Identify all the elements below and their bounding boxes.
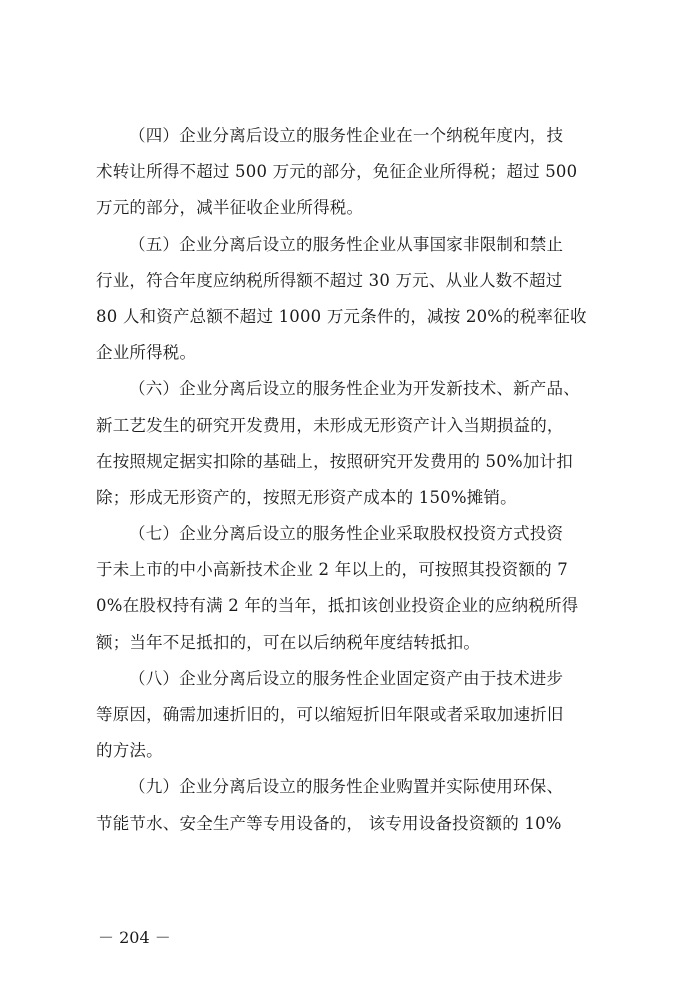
paragraph-line: 等原因，确需加速折旧的，可以缩短折旧年限或者采取加速折旧 [96,705,564,724]
paragraph-line: 额；当年不足抵扣的，可在以后纳税年度结转抵扣。 [96,632,481,652]
paragraph-6 [96,371,616,516]
paragraph-line: （九）企业分离后设立的服务性企业购置并实际使用环保、 [129,777,564,797]
paragraph-line: 术转让所得不超过 500 万元的部分，免征企业所得税；超过 500 [96,162,578,182]
paragraph-line: 行业，符合年度应纳税所得额不超过 30 万元、从业人数不超过 [96,270,563,290]
paragraph-line: （四）企业分离后设立的服务性企业在一个纳税年度内，技 [129,126,564,145]
paragraph-line: 在按照规定据实扣除的基础上，按照研究开发费用的 50%加计扣 [96,451,573,471]
paragraph-line: 新工艺发生的研究开发费用，未形成无形资产计入当期损益的， [96,415,564,435]
paragraph-4 [96,118,616,227]
paragraph-9 [96,769,616,841]
paragraph-line: （七）企业分离后设立的服务性企业采取股权投资方式投资 [129,524,564,544]
paragraph-7 [96,516,616,661]
body-text [96,118,616,842]
paragraph-5 [96,227,616,372]
paragraph-line: 于未上市的中小高新技术企业 2 年以上的，可按照其投资额的 7 [96,560,568,580]
paragraph-line: 节能节水、安全生产等专用设备的， 该专用设备投资额的 10% [96,813,562,833]
paragraph-line: 的方法。 [96,741,163,761]
paragraph-line: （八）企业分离后设立的服务性企业固定资产由于技术进步 [129,668,564,688]
paragraph-line: 80 人和资产总额不超过 1000 万元条件的，减按 20%的税率征收 [96,306,587,326]
paragraph-line: 企业所得税。 [96,343,197,363]
paragraph-line: （六）企业分离后设立的服务性企业为开发新技术、新产品、 [129,379,580,399]
paragraph-line: 除；形成无形资产的，按照无形资产成本的 150%摊销。 [96,487,517,507]
paragraph-8 [96,661,616,770]
paragraph-line: 0%在股权持有满 2 年的当年，抵扣该创业投资企业的应纳税所得 [96,596,579,616]
paragraph-line: 万元的部分，减半征收企业所得税。 [96,198,364,218]
page-number: － 204 － [98,928,171,947]
paragraph-line: （五）企业分离后设立的服务性企业从事国家非限制和禁止 [129,234,564,254]
